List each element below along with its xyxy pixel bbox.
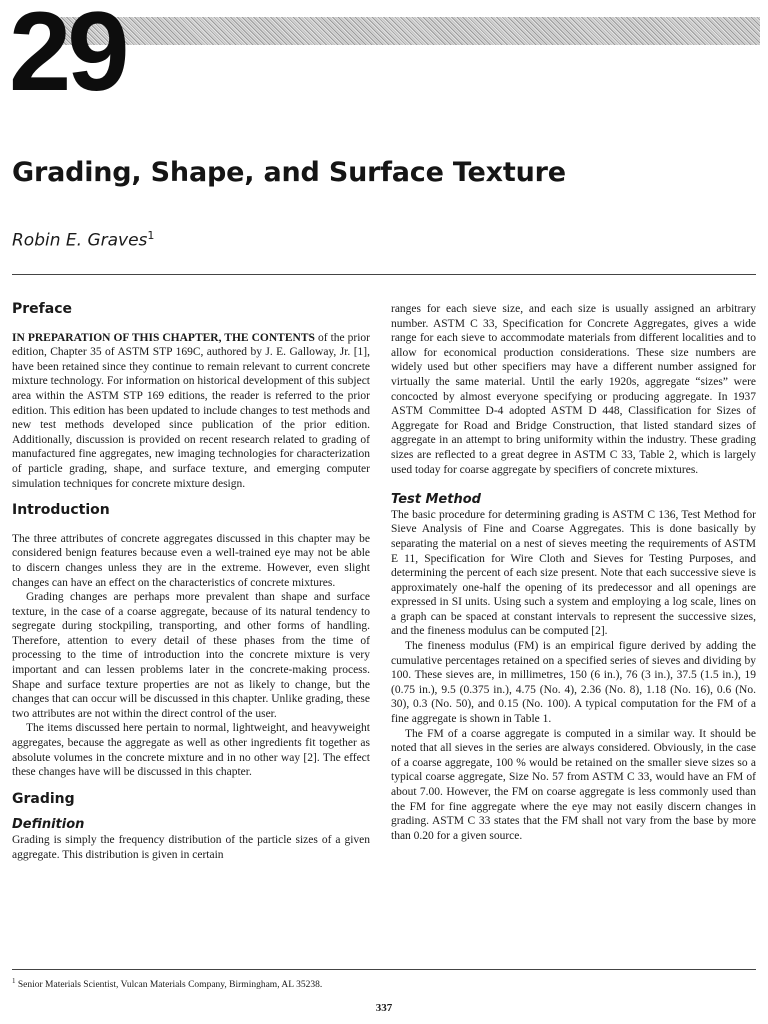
chapter-number: 29 — [9, 0, 126, 114]
footnote-rule — [12, 969, 756, 970]
footnote — [12, 977, 322, 990]
definition-heading: Definition — [12, 817, 85, 833]
definition-paragraph: Grading is simply the frequency distribution of the particle sizes of a given aggregate. This distribution is given in certain — [12, 834, 370, 861]
footnote-text: Senior Materials Scientist, Vulcan Materials Company, Birmingham, AL 35238. — [17, 980, 323, 991]
preface-lead: IN PREPARATION OF THIS CHAPTER, THE CONTENTS — [12, 331, 315, 344]
test-method-heading: Test Method — [391, 492, 481, 508]
preface-heading: Preface — [12, 301, 72, 317]
grading-heading: Grading — [12, 790, 75, 807]
footnote-mark: 1 — [12, 977, 16, 985]
introduction-heading: Introduction — [12, 502, 110, 519]
intro-paragraph-3: The items discussed here pertain to normal, lightweight, and heavyweight aggregates, because the aggregate as well as other ingredients fit together as absolute volumes in the concrete mixture and in no other way [2]. The effect these changes have will be discussed in this chapter. — [12, 722, 370, 779]
author-line — [12, 229, 154, 251]
preface-paragraph — [12, 331, 370, 492]
test-method-paragraph-3: The FM of a coarse aggregate is computed in a similar way. It should be noted that all sieves in the series are always considered. Obviously, in the case of a coarse aggregate, 100 % would be retained on the smaller sieve sizes so a typical coarse aggregate, Size No. 57 from ASTM C 33, would have an FM of about 7.00. However, the FM on coarse aggregate is less commonly used than the FM for fine aggregate where the eye may not easily discern changes in grading. ASTM C 33 states that the FM shall not vary from the base by more than 0.20 for a given source. — [391, 727, 756, 842]
preface-text: of the prior edition, Chapter 35 of ASTM STP 169C, authored by J. E. Galloway, Jr. [1], have been retained since they continue to remain relevant to current concrete mixture technology. For information on historical development of this subject area within the ASTM STP 169 editions, the reader is referred to the prior edition. This edition has been updated to include changes to test methods and new test methods developed since publication of the prior edition. Additionally, discussion is provided on recent research related to grading of manufactured fine aggregates, new imaging technologies for characterization of particle grading, shape, and surface texture, and emerging computer simulation techniques for concrete mixture design. — [12, 331, 371, 490]
test-method-paragraph-2: The fineness modulus (FM) is an empirical figure derived by adding the cumulative percentages retained on a specified series of sieves and dividing by 100. These sieves are, in millimetres, 150 (6 in.), 76 (3 in.), 37.5 (1.5 in.), 19 (0.75 in.), 9.5 (0.375 in.), 4.75 (No. 4), 2.36 (No. 8), 1.18 (No. 16), 0.6 (No. 30), 0.3 (No. 50), and 0.15 (No. 100). A typical computation for the FM of a fine aggregate is shown in Table 1. — [391, 640, 756, 726]
header-texture-band — [60, 17, 760, 45]
intro-paragraph-1: The three attributes of concrete aggregates discussed in this chapter may be considered benign features because even a well-trained eye may not be able to discern changes unless they are in the extreme. However, even slight changes can have an effect on the characteristics of concrete mixtures. — [12, 532, 370, 589]
title-rule — [12, 274, 756, 275]
grading-continued-paragraph: ranges for each sieve size, and each size is usually assigned an arbitrary number. ASTM C 33, Specification for Concrete Aggregates, gives a wide range for each sieve to accommodate materials from different localities and to allow for economical production considerations. These size numbers are widely used but other specifiers may have a different number assigned for virtually the same material. Until the early 1920s, aggregate “sizes” were concocted by almost everyone specifying or producing aggregate. In 1937 ASTM Committee D-4 adopted ASTM D 448, Classification for Sizes of Aggregate for Road and Bridge Construction, that listed standard sizes of aggregate in an attempt to bring uniformity within the industry. These grading sizes are reflected to a great degree in ASTM C 33, Table 2, which is largely used today for coarse aggregate by specifiers of concrete mixtures. — [391, 303, 756, 476]
test-method-paragraph-1: The basic procedure for determining grading is ASTM C 136, Test Method for Sieve Analysis of Fine and Coarse Aggregates. This is done basically by separating the material on a nest of sieves meeting the requirements of ASTM E 11, Specification for Wire Cloth and Sieves for Testing Purposes, and determining the percent of each size present. Note that each successive sieve is approximately one-half the opening of its predecessor and all openings are expressed in SI units. Using such a system and employing a log scale, lines on a graph can be spaced at constant intervals to represent the successive sizes, and the fineness modulus can be computed [2]. — [391, 508, 756, 638]
page-number: 337 — [375, 1002, 393, 1014]
intro-paragraph-2: Grading changes are perhaps more prevalent than shape and surface texture, in the case of a coarse aggregate, because of its natural tendency to segregate during stockpiling, transporting, and other forms of handling. Therefore, attention to every detail of these phases from the time of processing to the time of introduction into the concrete mixture is very important and can lessen problems later in the concrete-making process. Shape and surface texture properties are not as likely to change, but the changes that can occur will be discussed in this chapter. Unlike grading, these two attributes are not within the direct control of the user. — [12, 591, 370, 720]
right-column — [391, 302, 756, 843]
chapter-title: Grading, Shape, and Surface Texture — [12, 157, 566, 188]
left-column — [12, 302, 370, 862]
author-name: Robin E. Graves — [12, 230, 148, 251]
author-footnote-mark: 1 — [147, 229, 155, 242]
